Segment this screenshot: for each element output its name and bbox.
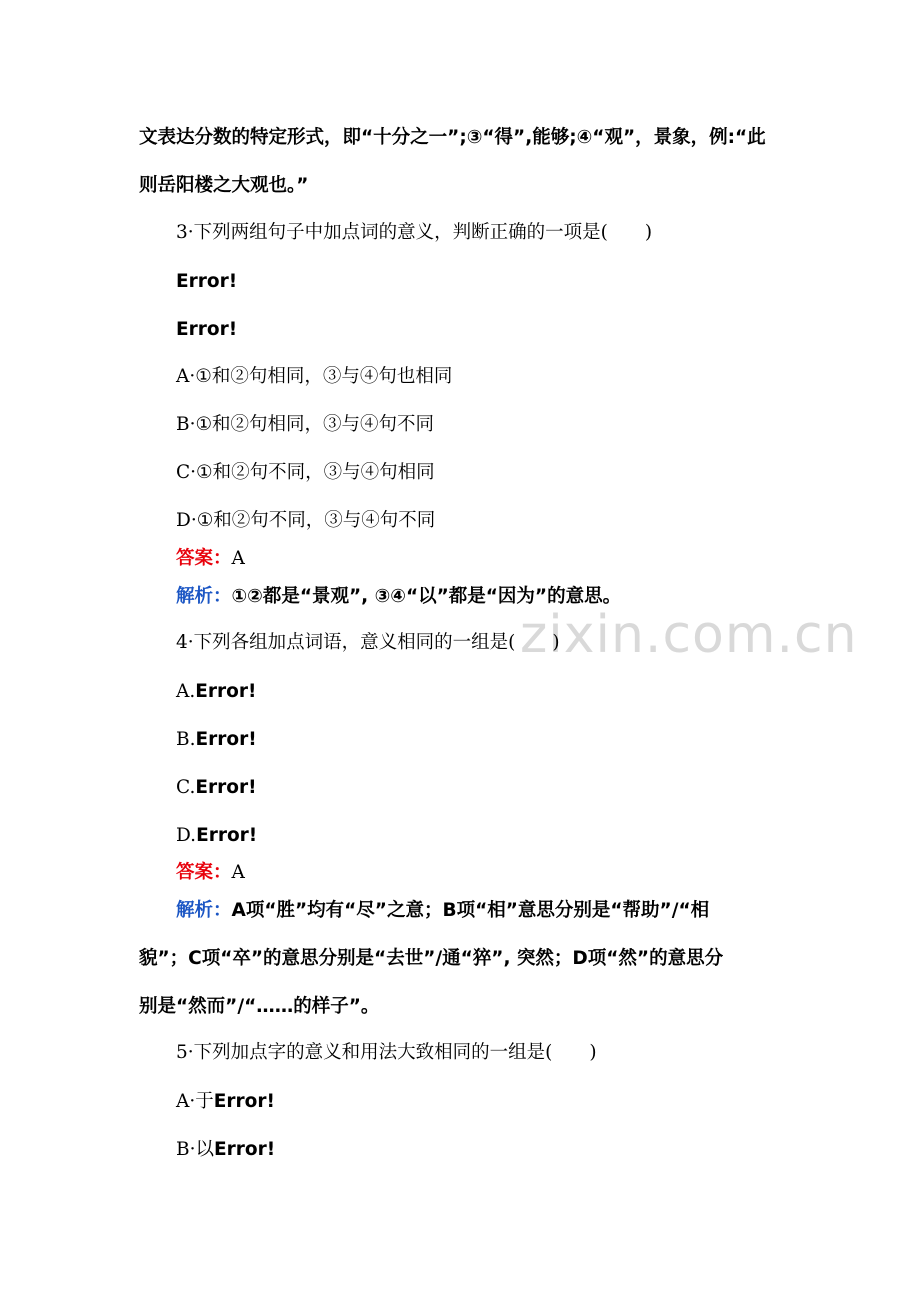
error-field: Error! <box>213 1091 275 1112</box>
error-field: Error! <box>195 729 257 750</box>
option-b <box>176 1138 275 1162</box>
option-prefix: A·于 <box>176 1091 214 1112</box>
error-field: Error! <box>176 271 238 292</box>
option-c <box>176 776 257 800</box>
explanation-text: A项“胜”均有“尽”之意；B项“相”意思分别是“帮助”/“相 <box>231 900 710 921</box>
option-prefix: B·以 <box>176 1139 214 1160</box>
explanation-label: 解析： <box>176 586 232 607</box>
error-field: Error! <box>195 777 257 798</box>
option-c: C·①和②句不同，③与④句相同 <box>176 462 435 483</box>
explanation-text: ①②都是“景观”, ③④“以”都是“因为”的意思。 <box>231 586 622 607</box>
explanation-line <box>176 585 621 609</box>
explanation-line <box>176 899 709 923</box>
explanation-text: 别是“然而”/“……的样子”。 <box>139 996 380 1017</box>
option-prefix: C. <box>176 777 196 798</box>
error-field: Error! <box>195 681 257 702</box>
option-a: A·①和②句相同，③与④句也相同 <box>176 366 453 387</box>
answer-value: A <box>231 548 245 569</box>
option-prefix: B. <box>176 729 196 750</box>
explanation-text: 貌”；C项“卒”的意思分别是“去世”/通“猝”, 突然；D项“然”的意思分 <box>139 948 724 969</box>
answer-value: A <box>231 862 245 883</box>
error-field: Error! <box>213 1139 276 1160</box>
error-field: Error! <box>196 825 258 846</box>
option-b: B·①和②句相同，③与④句不同 <box>176 414 435 435</box>
option-d: D·①和②句不同，③与④句不同 <box>176 510 436 531</box>
watermark: zixin.com.cn <box>520 605 858 665</box>
text-line: 文表达分数的特定形式，即“十分之一”;③“得”,能够;④“观”，景象，例:“此 <box>139 127 766 148</box>
option-a <box>176 1090 275 1114</box>
question-5: 5·下列加点字的意义和用法大致相同的一组是( ) <box>176 1042 597 1063</box>
option-prefix: D. <box>176 825 197 846</box>
question-4: 4·下列各组加点词语，意义相同的一组是( ) <box>176 632 560 653</box>
explanation-label: 解析： <box>176 900 232 921</box>
answer-label: 答案： <box>176 862 232 883</box>
error-field: Error! <box>176 319 238 340</box>
option-prefix: A. <box>176 681 196 702</box>
option-d <box>176 824 257 848</box>
option-a <box>176 680 256 704</box>
answer-line <box>176 861 245 885</box>
answer-line <box>176 547 245 571</box>
option-b <box>176 728 257 752</box>
answer-label: 答案： <box>176 548 232 569</box>
text-line: 则岳阳楼之大观也。” <box>139 175 309 196</box>
question-3: 3·下列两组句子中加点词的意义，判断正确的一项是( ) <box>176 222 653 243</box>
